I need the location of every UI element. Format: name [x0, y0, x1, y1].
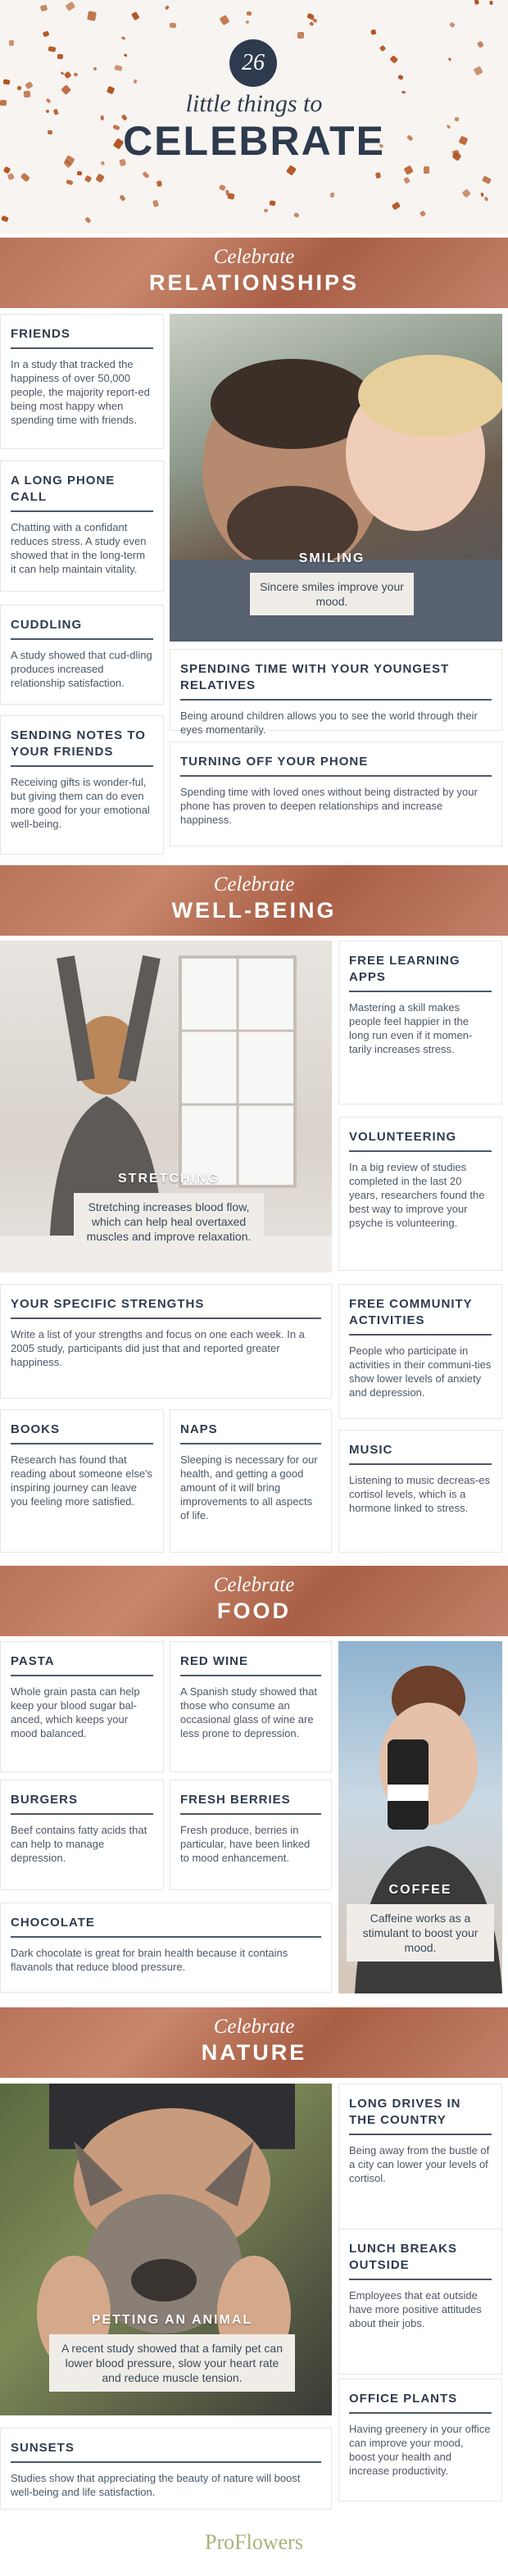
- title-rule: [11, 1936, 321, 1938]
- card-text: Studies show that appreciating the beauty of nature will boost well-being and life satisfaction.: [11, 2472, 301, 2498]
- title-rule: [11, 1317, 321, 1319]
- card-text: Having greenery in your office can improve your mood, boost your health and increase productivity.: [349, 2423, 491, 2477]
- card-text: Receiving gifts is wonder-ful, but giving them can do even more good for your emotional well-being.: [11, 776, 150, 830]
- confetti-piece: [76, 170, 82, 175]
- confetti-piece: [84, 175, 92, 184]
- confetti-piece: [20, 172, 30, 182]
- section-banner-nature: [0, 2007, 508, 2078]
- section-banner-relationships: [0, 238, 508, 308]
- card-title: VOLUNTEERING: [349, 1130, 457, 1144]
- confetti-piece: [462, 189, 472, 199]
- confetti-piece: [219, 184, 225, 191]
- confetti-piece: [132, 11, 140, 20]
- hero-title: CELEBRATE: [123, 118, 385, 164]
- card-free-learning-apps: [338, 941, 502, 1104]
- confetti-piece: [48, 47, 57, 52]
- title-rule: [349, 2279, 492, 2280]
- confetti-piece: [264, 208, 268, 211]
- section-title: FOOD: [217, 1599, 291, 1623]
- card-text: Write a list of your strengths and focus on one each week. In a 2005 study, participants did just that and reported greater happiness.: [11, 1328, 305, 1368]
- card-text: Beef contains fatty acids that can help to manage depression.: [11, 1824, 147, 1864]
- section-title: RELATIONSHIPS: [148, 270, 359, 295]
- caption-label: SMILING: [298, 551, 365, 565]
- caption-smiling: [250, 551, 414, 615]
- card-turning-off-phone: [170, 742, 502, 846]
- confetti-piece: [293, 212, 299, 218]
- confetti-piece: [152, 200, 159, 207]
- card-title: A LONG PHONE CALL: [11, 474, 116, 504]
- title-rule: [180, 775, 492, 777]
- card-title: CUDDLING: [11, 618, 83, 632]
- card-title: PASTA: [11, 1654, 55, 1668]
- confetti-piece: [7, 173, 15, 180]
- section-kicker: Celebrate: [213, 1574, 295, 1596]
- section-title: NATURE: [201, 2040, 307, 2065]
- card-title: SPENDING TIME WITH YOUR YOUNGEST RELATIVES: [180, 662, 450, 692]
- confetti-piece: [119, 194, 125, 201]
- card-music: [338, 1430, 502, 1553]
- title-rule: [11, 765, 153, 767]
- section-kicker: Celebrate: [213, 873, 295, 896]
- title-rule: [11, 1813, 153, 1815]
- confetti-piece: [84, 216, 91, 223]
- confetti-piece: [43, 31, 50, 39]
- card-text: Employees that eat outside have more positive attitudes about their jobs.: [349, 2289, 482, 2329]
- photo-smiling-family: [170, 314, 502, 642]
- confetti-piece: [449, 22, 456, 29]
- confetti-piece: [297, 32, 304, 39]
- card-burgers: [0, 1780, 164, 1890]
- card-free-community-activities: [338, 1284, 502, 1419]
- confetti-piece: [64, 71, 72, 79]
- card-title: BURGERS: [11, 1793, 79, 1807]
- card-fresh-berries: [170, 1780, 332, 1890]
- card-text: Whole grain pasta can help keep your blood sugar bal-anced, which keeps your mood balanced.: [11, 1685, 140, 1739]
- card-naps: [170, 1409, 332, 1553]
- card-sending-notes: [0, 715, 164, 855]
- card-text: Spending time with loved ones without being distracted by your phone has proven to deepen relationships and increase happiness.: [180, 786, 478, 826]
- card-long-phone-call: [0, 460, 164, 592]
- card-title: RED WINE: [180, 1654, 248, 1668]
- card-title: LONG DRIVES IN THE COUNTRY: [349, 2097, 461, 2127]
- confetti-piece: [120, 36, 125, 40]
- title-rule: [180, 699, 492, 701]
- caption-coffee: [347, 1883, 494, 1961]
- confetti-piece: [371, 29, 377, 34]
- confetti-piece: [156, 180, 161, 187]
- card-pasta: [0, 1641, 164, 1772]
- caption-label: STRETCHING: [118, 1172, 220, 1186]
- section-kicker: Celebrate: [213, 246, 295, 268]
- card-youngest-relatives: [170, 649, 502, 736]
- section-banner-food: [0, 1566, 508, 1636]
- card-sunsets: [0, 2428, 332, 2510]
- caption-text: Stretching increases blood flow, which can help heal overtaxed muscles and improve relaxation.: [74, 1193, 264, 1250]
- card-text: Sleeping is necessary for our health, and getting a good amount of it will bring improvements to all aspects of life.: [180, 1454, 318, 1522]
- title-rule: [11, 1443, 153, 1444]
- card-specific-strengths: [0, 1284, 332, 1399]
- confetti-piece: [397, 75, 404, 80]
- hero-header: [0, 0, 508, 234]
- card-text: Research has found that reading about someone else's inspiring journey can leave you feeling more satisfied.: [11, 1454, 153, 1508]
- confetti-piece: [66, 179, 74, 185]
- card-title: FRIENDS: [11, 327, 70, 341]
- confetti-piece: [124, 53, 128, 57]
- confetti-piece: [379, 45, 387, 52]
- confetti-piece: [115, 65, 123, 71]
- confetti-piece: [392, 202, 401, 211]
- card-text: Fresh produce, berries in particular, have been linked to mood enhancement.: [180, 1824, 311, 1864]
- caption-label: PETTING AN ANIMAL: [91, 2313, 253, 2327]
- card-title: MUSIC: [349, 1443, 393, 1457]
- confetti-piece: [448, 57, 451, 61]
- confetti-piece: [420, 210, 426, 217]
- card-title: SENDING NOTES TO YOUR FRIENDS: [11, 728, 146, 759]
- confetti-piece: [219, 15, 229, 25]
- confetti-piece: [57, 53, 63, 59]
- card-title: NAPS: [180, 1422, 218, 1436]
- card-title: FREE LEARNING APPS: [349, 954, 460, 984]
- card-title: OFFICE PLANTS: [349, 2392, 458, 2406]
- card-text: In a study that tracked the happiness of over 50,000 people, the majority report-ed being most happy when spending time with friends.: [11, 358, 150, 426]
- photo-petting-animal: [0, 2084, 332, 2415]
- card-text: Dark chocolate is great for brain health because it contains flavanols that reduce blood pressure.: [11, 1947, 288, 1973]
- caption-text: Sincere smiles improve your mood.: [250, 573, 414, 615]
- card-long-drives: [338, 2084, 502, 2229]
- confetti-piece: [329, 192, 335, 197]
- confetti-piece: [482, 175, 492, 184]
- confetti-piece: [245, 20, 249, 24]
- card-title: LUNCH BREAKS OUTSIDE: [349, 2242, 457, 2272]
- caption-stretching: [74, 1172, 264, 1250]
- card-text: A Spanish study showed that those who consume an occasional glass of wine are less prone to depression.: [180, 1685, 317, 1739]
- title-rule: [349, 2134, 492, 2135]
- section-kicker: Celebrate: [213, 2016, 295, 2038]
- card-title: FREE COMMUNITY ACTIVITIES: [349, 1297, 473, 1327]
- confetti-piece: [286, 165, 297, 175]
- number-badge: 26: [229, 39, 277, 87]
- section-banner-well-being: [0, 865, 508, 936]
- card-text: Mastering a skill makes people feel happier in the long run even if it momen-tarily increases stress.: [349, 1001, 473, 1055]
- caption-text: Caffeine works as a stimulant to boost your mood.: [347, 1904, 494, 1961]
- section-title: WELL-BEING: [171, 898, 337, 923]
- caption-petting-animal: [49, 2313, 295, 2392]
- card-title: CHOCOLATE: [11, 1916, 95, 1930]
- confetti-piece: [88, 11, 97, 21]
- confetti-piece: [134, 79, 138, 84]
- card-text: People who participate in activities in their communi-ties show lower levels of anxiety and depression.: [349, 1345, 492, 1399]
- confetti-piece: [93, 66, 98, 71]
- card-title: TURNING OFF YOUR PHONE: [180, 755, 369, 769]
- confetti-piece: [403, 165, 414, 175]
- title-rule: [349, 2412, 492, 2414]
- confetti-piece: [474, 0, 479, 5]
- confetti-piece: [142, 171, 149, 179]
- card-volunteering: [338, 1117, 502, 1271]
- confetti-piece: [480, 193, 483, 197]
- card-office-plants: [338, 2379, 502, 2501]
- title-rule: [180, 1813, 321, 1815]
- card-cuddling: [0, 605, 164, 705]
- card-text: Being away from the bustle of a city can lower your levels of cortisol.: [349, 2144, 490, 2184]
- confetti-piece: [489, 1, 493, 5]
- confetti-piece: [403, 176, 410, 184]
- card-title: FRESH BERRIES: [180, 1793, 291, 1807]
- title-rule: [11, 347, 153, 349]
- title-rule: [11, 510, 153, 512]
- confetti-piece: [270, 200, 276, 206]
- confetti-piece: [40, 4, 48, 11]
- card-red-wine: [170, 1641, 332, 1772]
- title-rule: [180, 1443, 321, 1444]
- confetti-piece: [424, 166, 430, 174]
- photo-coffee: [338, 1641, 502, 1993]
- confetti-piece: [96, 173, 106, 183]
- hero-subtitle: little things to: [185, 90, 323, 117]
- caption-text: A recent study showed that a family pet can lower blood pressure, slow your heart rate and reduce muscle tension.: [49, 2334, 295, 2392]
- confetti-piece: [477, 41, 483, 48]
- card-books: [0, 1409, 164, 1553]
- confetti-piece: [483, 197, 488, 202]
- card-text: Listening to music decreas-es cortisol levels, which is a hormone linked to stress.: [349, 1474, 490, 1514]
- card-title: YOUR SPECIFIC STRENGTHS: [11, 1297, 205, 1311]
- title-rule: [180, 1675, 321, 1676]
- card-text: A study showed that cud-dling produces increased relationship satisfaction.: [11, 649, 152, 689]
- brand-logo: ProFlowers: [205, 2530, 303, 2554]
- title-rule: [349, 1334, 492, 1336]
- title-rule: [11, 1675, 153, 1676]
- confetti-piece: [25, 81, 33, 89]
- confetti-piece: [3, 166, 11, 174]
- confetti-piece: [389, 55, 397, 63]
- confetti-piece: [66, 2, 76, 11]
- confetti-piece: [73, 73, 77, 76]
- title-rule: [11, 2461, 321, 2463]
- card-text: In a big review of studies completed in the last 20 years, researchers found the best way to improve your psyche is volunteering.: [349, 1161, 485, 1229]
- caption-label: COFFEE: [388, 1883, 452, 1897]
- confetti-piece: [9, 40, 14, 46]
- confetti-piece: [1, 215, 8, 222]
- photo-stretching: [0, 941, 332, 1272]
- card-title: SUNSETS: [11, 2441, 75, 2455]
- confetti-piece: [247, 11, 252, 16]
- card-chocolate: [0, 1903, 332, 1993]
- confetti-piece: [473, 66, 483, 75]
- confetti-piece: [165, 6, 170, 11]
- title-rule: [349, 1463, 492, 1465]
- title-rule: [349, 991, 492, 992]
- confetti-piece: [3, 79, 10, 85]
- title-rule: [349, 1150, 492, 1152]
- confetti-piece: [170, 23, 177, 29]
- card-text: Chatting with a confidant reduces stress. A study even showed that in the long-term it can help maintain vitality.: [11, 521, 147, 575]
- card-text: Being around children allows you to see the world through their eyes momentarily.: [180, 710, 478, 736]
- card-lunch-breaks: [338, 2229, 502, 2374]
- confetti-piece: [375, 172, 381, 179]
- title-rule: [11, 638, 153, 640]
- card-title: BOOKS: [11, 1422, 61, 1436]
- card-friends: [0, 314, 164, 449]
